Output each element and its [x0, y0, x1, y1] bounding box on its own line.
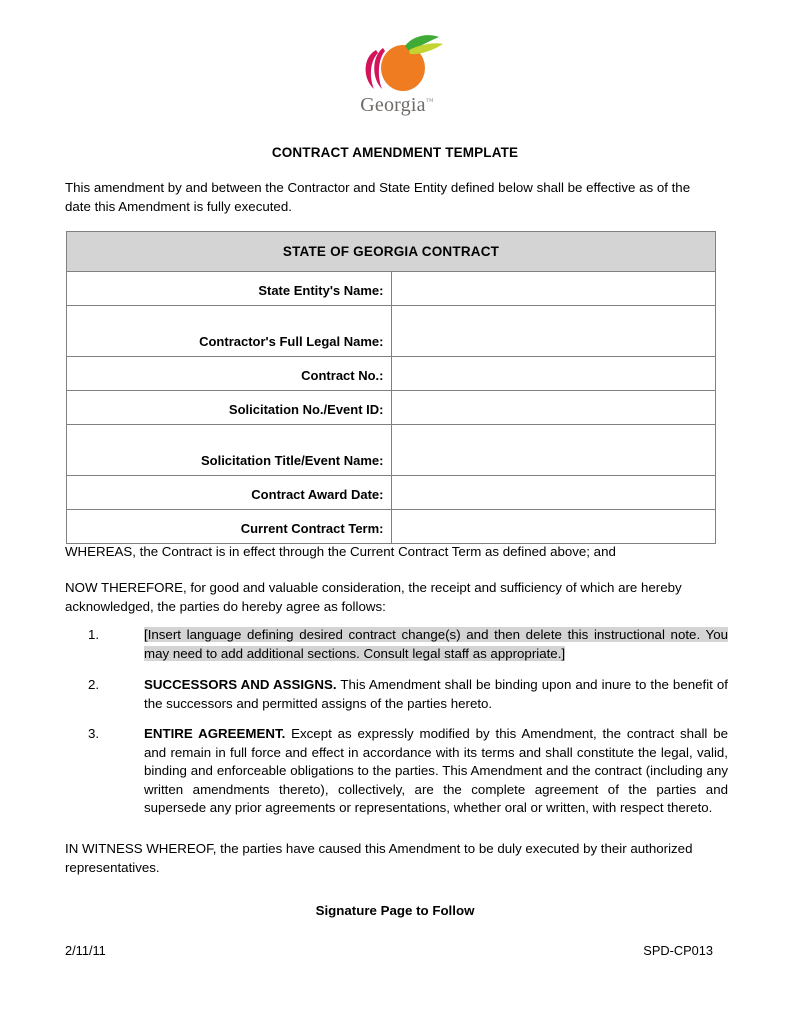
clause-heading-3: ENTIRE AGREEMENT. [144, 726, 286, 741]
field-value-contract-no[interactable] [391, 357, 716, 391]
table-row [67, 510, 716, 544]
field-label-contract-award-date: Contract Award Date: [67, 476, 392, 510]
clause-item-3 [88, 725, 728, 818]
trademark-symbol: ™ [425, 96, 434, 106]
field-label-state-entity-name: State Entity's Name: [67, 272, 392, 306]
field-label-contractor-full-legal-name: Contractor's Full Legal Name: [67, 306, 392, 357]
georgia-logo [0, 32, 790, 115]
georgia-wordmark [2, 95, 790, 115]
field-label-solicitation-title-event-name: Solicitation Title/Event Name: [67, 425, 392, 476]
table-row [67, 306, 716, 357]
intro-paragraph: This amendment by and between the Contractor and State Entity defined below shall be effective as of the date this Amendment is fully executed. [65, 180, 691, 214]
clause-item-1 [88, 626, 728, 663]
witness-paragraph: IN WITNESS WHEREOF, the parties have caused this Amendment to be duly executed by their authorized representatives. [65, 841, 693, 875]
field-value-solicitation-title-event-name[interactable] [391, 425, 716, 476]
clause-body-2 [144, 676, 728, 713]
field-value-solicitation-no-event-id[interactable] [391, 391, 716, 425]
clause-body-1 [144, 626, 728, 663]
whereas-paragraph: WHEREAS, the Contract is in effect through the Current Contract Term as defined above; and [65, 544, 616, 559]
footer-form-number: SPD-CP013 [643, 943, 713, 958]
field-value-state-entity-name[interactable] [391, 272, 716, 306]
clause-heading-2: SUCCESSORS AND ASSIGNS. [144, 677, 337, 692]
page-title: CONTRACT AMENDMENT TEMPLATE [271, 145, 519, 160]
now-therefore-paragraph: NOW THEREFORE, for good and valuable consideration, the receipt and sufficiency of which are hereby acknowledged, the parties do hereby agree as follows: [65, 580, 682, 614]
signature-page-note: Signature Page to Follow [315, 903, 475, 918]
field-value-contractor-full-legal-name[interactable] [391, 306, 716, 357]
field-value-contract-award-date[interactable] [391, 476, 716, 510]
table-row [67, 425, 716, 476]
state-of-georgia-contract-table [66, 231, 716, 544]
georgia-peach-icon [347, 32, 443, 94]
wordmark-text: Georgia [360, 94, 426, 116]
clause-text-3: Except as expressly modified by this Amendment, the contract shall be and remain in full force and effect in accordance with its terms and shall constitute the legal, valid, binding and enforceable obligations to the parties. This Amendment and the contract (including any written amendments thereto), collectively, are the complete agreement of the parties and supersede any prior agreements or representations, whether oral or written, with respect thereto. [144, 726, 729, 815]
clause-number-2: 2. [88, 677, 100, 692]
field-label-contract-no: Contract No.: [67, 357, 392, 391]
clause-number-1: 1. [88, 627, 100, 642]
table-row [67, 476, 716, 510]
clause-body-3 [144, 725, 728, 818]
table-header-cell: STATE OF GEORGIA CONTRACT [67, 232, 716, 272]
field-label-solicitation-no-event-id: Solicitation No./Event ID: [67, 391, 392, 425]
table-row [67, 357, 716, 391]
page-footer [65, 943, 713, 958]
table-header-row [67, 232, 716, 272]
clause-item-2 [88, 676, 728, 713]
clause-text-1-highlighted: [Insert language defining desired contract change(s) and then delete this instructional note. You may need to add additional sections. Consult legal staff as appropriate.] [144, 627, 728, 661]
table-row [67, 391, 716, 425]
table-row [67, 272, 716, 306]
field-value-current-contract-term[interactable] [391, 510, 716, 544]
field-label-current-contract-term: Current Contract Term: [67, 510, 392, 544]
clause-number-3: 3. [88, 726, 100, 741]
footer-date: 2/11/11 [65, 943, 106, 958]
clause-text-2: This Amendment shall be binding upon and inure to the benefit of the successors and permitted assigns of the parties hereto. [144, 677, 728, 711]
